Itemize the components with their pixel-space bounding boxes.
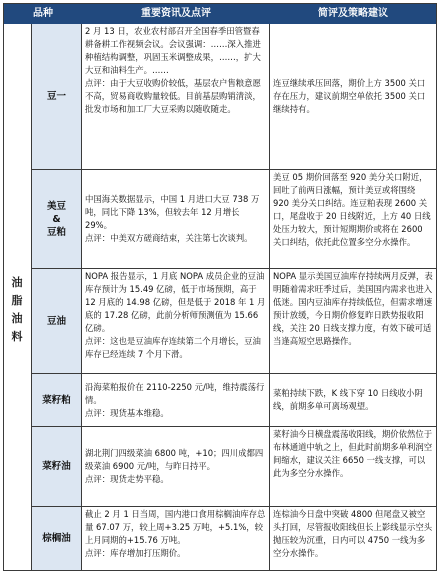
- table-header: [4, 4, 436, 24]
- strategy-cell: 连棕油今日盘中突破 4800 但尾盘又被空头打回，尽管报收阳线但长上影线显示空头抛压较为沉重，日内可以 4750 一线为多空分水操作。: [273, 509, 433, 558]
- variety-name: 菜籽粕: [32, 374, 82, 426]
- table-row: [32, 507, 436, 570]
- news-cell: 沿海菜粕报价在 2110-2250 元/吨，维持震荡行情。 点评：现货基本维稳。: [82, 374, 270, 426]
- header-news: 重要资讯及点评: [141, 8, 211, 19]
- table-row: [32, 170, 436, 269]
- table-row: [32, 24, 436, 170]
- header-strategy: 简评及策略建议: [318, 8, 388, 19]
- category-cell: [4, 24, 32, 570]
- strategy-table: [3, 3, 437, 571]
- table-row: [32, 427, 436, 507]
- news-cell: 湖北荆门四级菜油 6800 吨，+10；四川成都四级菜油 6900 元/吨，与昨日持平。 点评：现货走势平稳。: [82, 427, 270, 506]
- strategy-cell: 菜籽油今日横盘震荡收阳线，期价依然位于布林通道中轨之上，但此时前期多单利润空间缩水，建议关注 6650 一线支撑，可以此为多空分水操作。: [273, 429, 433, 478]
- table-row: [32, 269, 436, 374]
- strategy-cell: 连豆继续承压回落，期价上方 3500 关口存在压力，建议前期空单依托 3500 关口继续持有。: [273, 78, 426, 114]
- category-label: 油脂油料: [11, 276, 23, 343]
- variety-name: 菜籽油: [32, 427, 82, 506]
- variety-name: 豆一: [32, 24, 82, 169]
- strategy-cell: 美豆 05 期价回落至 920 美分关口附近，回吐了前两日涨幅，预计美豆或将围绕 920 美分关口纠结。连豆粕表现 2600 关口，尾盘收于 20 日线附近，上方 40 日线处压力较大，预计短期期价或将在 2600 关口纠结，依托此位置多空分水操作。: [273, 172, 431, 247]
- variety-name: 豆油: [32, 269, 82, 373]
- news-cell: 2 月 13 日，农业农村部召开全国春季田管暨春耕备耕工作视频会议。会议强调：……深入推进种植结构调整，巩固玉米调整成果，……，扩大大豆和油料生产。…… 点评：由于大豆收购价较低，基层农户售粮意愿不高，贸易商收购量较低。目前基层购销清淡，批发市场和加工厂大豆采购以随收随走。: [82, 24, 270, 169]
- strategy-cell: NOPA 显示美国豆油库存持续两月反弹，表明随着需求旺季过后，美国国内需求也进入低迷。国内豆油库存持续低位，但需求增速预计放缓，今日期价修复昨日跌势报收阳线，关注 20 日线支撑力度，有效下破可适当逢高短空思路操作。: [273, 271, 433, 346]
- news-cell: NOPA 报告显示，1 月底 NOPA 成员企业的豆油库存预计为 15.49 亿磅，低于市场预期，高于 12 月底的 14.98 亿磅，但是低于 2018 年 1 月底的 17.28 亿磅，此前分析师预测值为 15.66 亿磅。 点评：这也是豆油库存连续第二个月增长，豆油库存已经连续 7 个月下滑。: [82, 269, 270, 373]
- header-variety: 品种: [33, 8, 53, 19]
- variety-name: 美豆 & 豆粕: [32, 170, 82, 268]
- strategy-cell: 菜粕持续下跌，K 线下穿 10 日线收小阴线，前期多单可离场观望。: [273, 388, 423, 411]
- variety-name: 棕榈油: [32, 507, 82, 570]
- news-cell: 截止 2 月 1 日当周，国内港口食用棕榈油库存总量 67.07 万，较上周+3.25 万吨，+5.1%，较上月同期的+15.76 万吨。 点评：库存增加打压期价。: [82, 507, 270, 570]
- news-cell: 中国海关数据显示，中国 1 月进口大豆 738 万吨，同比下降 13%，但较去年 12 月增长 29%。 点评：中美双方磋商结束，关注第七次谈判。: [82, 170, 270, 268]
- table-row: [32, 374, 436, 427]
